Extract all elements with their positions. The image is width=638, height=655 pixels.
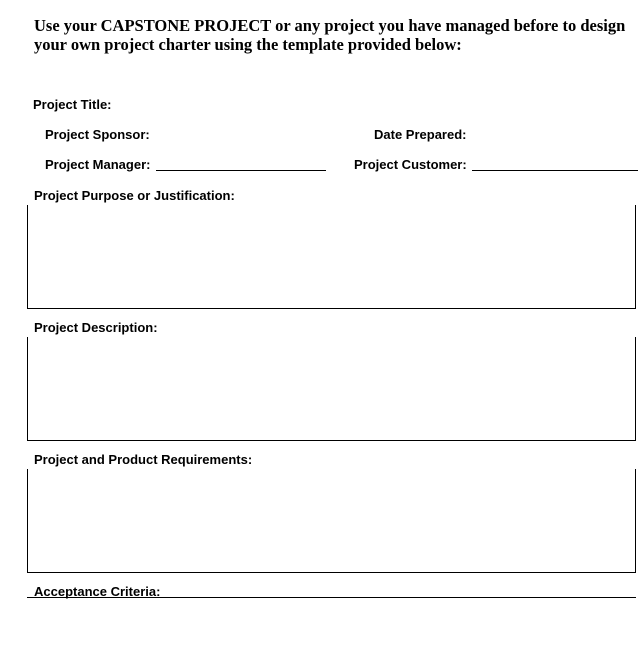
description-text-box[interactable] [27, 337, 636, 441]
project-sponsor-label: Project Sponsor: [45, 127, 150, 142]
project-customer-label: Project Customer: [354, 157, 467, 172]
description-label: Project Description: [34, 320, 158, 335]
purpose-label: Project Purpose or Justification: [34, 188, 235, 203]
instructions-text: Use your CAPSTONE PROJECT or any project you have managed before to design your own project charter using the template provided below: [34, 16, 626, 54]
project-customer-field[interactable] [472, 170, 638, 171]
requirements-label: Project and Product Requirements: [34, 452, 253, 467]
project-manager-field[interactable] [156, 170, 326, 171]
acceptance-label: Acceptance Criteria: [34, 584, 161, 599]
project-title-label: Project Title: [33, 97, 112, 112]
requirements-text-box[interactable] [27, 469, 636, 573]
purpose-text-box[interactable] [27, 205, 636, 309]
acceptance-underline[interactable] [27, 597, 636, 598]
date-prepared-label: Date Prepared: [374, 127, 467, 142]
project-manager-label: Project Manager: [45, 157, 151, 172]
